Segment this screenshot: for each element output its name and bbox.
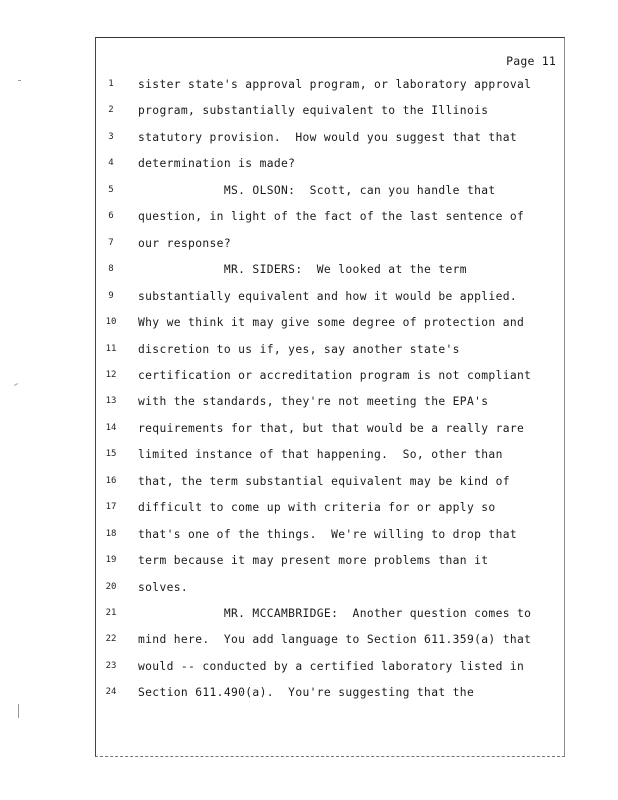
transcript-line: substantially equivalent and how it would be applied. (138, 289, 518, 303)
transcript-line: determination is made? (138, 157, 296, 171)
line-number: 4 (108, 158, 114, 169)
transcript-line: term because it may present more problems than it (138, 554, 489, 568)
line-number: 9 (108, 290, 114, 301)
page-number: Page 11 (506, 54, 556, 68)
transcript-line: our response? (138, 236, 231, 250)
transcript-line: Why we think it may give some degree of protection and (138, 316, 525, 330)
margin-mark (18, 80, 21, 81)
line-number: 5 (108, 184, 114, 195)
line-number: 17 (105, 502, 117, 513)
transcript-line: MS. OLSON: Scott, can you handle that (138, 183, 496, 197)
transcript-line: solves. (138, 580, 189, 594)
line-number: 24 (105, 687, 117, 698)
line-number: 13 (105, 396, 117, 407)
line-number: 18 (105, 528, 117, 539)
transcript-line: requirements for that, but that would be a really rare (138, 421, 525, 435)
line-number: 11 (105, 343, 117, 354)
transcript-line: discretion to us if, yes, say another state's (138, 342, 460, 356)
transcript-line: difficult to come up with criteria for or apply so (138, 501, 496, 515)
line-number: 22 (105, 634, 117, 645)
line-number: 2 (108, 105, 114, 116)
transcript-line: that, the term substantial equivalent may be kind of (138, 474, 510, 488)
line-number: 14 (105, 422, 117, 433)
margin-mark (18, 704, 19, 718)
transcript-line: Section 611.490(a). You're suggesting that the (138, 686, 475, 700)
line-number: 3 (108, 131, 114, 142)
transcript-line: program, substantially equivalent to the Illinois (138, 104, 489, 118)
margin-mark (14, 383, 18, 386)
transcript-line: would -- conducted by a certified laboratory listed in (138, 659, 525, 673)
line-number: 6 (108, 211, 114, 222)
line-number: 21 (105, 608, 117, 618)
transcript-line: with the standards, they're not meeting the EPA's (138, 395, 489, 409)
line-number: 16 (105, 475, 117, 486)
line-number: 23 (105, 660, 117, 671)
line-number: 19 (105, 555, 117, 566)
transcript-line: limited instance of that happening. So, other than (138, 448, 503, 462)
transcript-line: mind here. You add language to Section 611.359(a) that (138, 633, 532, 647)
transcript-line: MR. SIDERS: We looked at the term (138, 263, 467, 277)
line-number: 7 (108, 237, 114, 248)
transcript-line: MR. MCCAMBRIDGE: Another question comes to (138, 607, 532, 620)
line-number: 12 (105, 369, 117, 380)
line-number: 15 (105, 449, 117, 460)
line-number: 10 (105, 317, 117, 328)
transcript-line: sister state's approval program, or laboratory approval (138, 78, 532, 91)
transcript-line: question, in light of the fact of the last sentence of (138, 210, 525, 224)
transcript-page (95, 37, 565, 757)
transcript-line: certification or accreditation program is not compliant (138, 368, 532, 382)
transcript-line: that's one of the things. We're willing to drop that (138, 527, 518, 541)
transcript-line: statutory provision. How would you suggest that that (138, 130, 518, 144)
line-number: 8 (108, 264, 114, 275)
line-number: 1 (108, 79, 114, 89)
line-number: 20 (105, 581, 117, 592)
